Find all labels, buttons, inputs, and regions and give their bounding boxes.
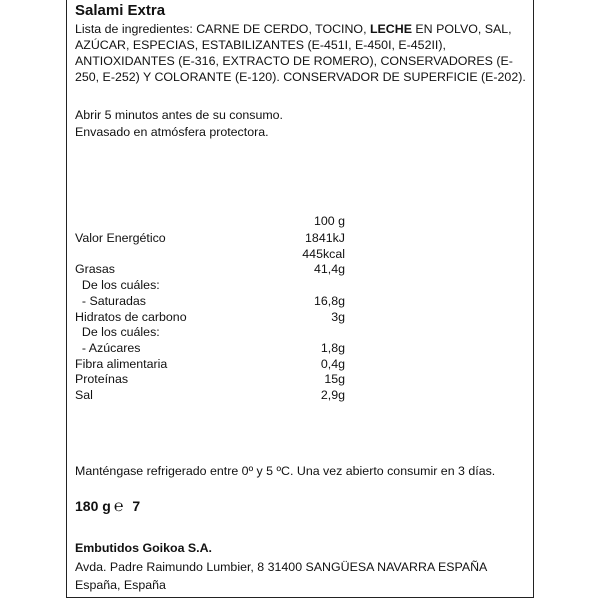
country-of-origin: España, España — [75, 578, 166, 592]
nutrition-row — [67, 310, 535, 326]
nutrition-row — [67, 325, 535, 341]
nutrient-label: Valor Energético — [75, 231, 166, 245]
nutrient-value: 445kcal — [302, 246, 345, 261]
label-panel — [66, 0, 534, 598]
nutrient-label: Sal — [75, 388, 93, 402]
nutrient-label: Grasas — [75, 262, 115, 277]
nutrient-label: De los cuáles: — [75, 325, 160, 340]
opening-instruction: Abrir 5 minutos antes de su consumo. — [75, 108, 283, 122]
nutrient-value: 41,4g — [313, 262, 345, 277]
allergen-highlight: LECHE — [369, 22, 412, 36]
nutrient-value: 1,8g — [320, 340, 345, 355]
nutrition-row — [67, 372, 535, 388]
nutrition-header — [67, 214, 535, 230]
nutrient-value: 0,4g — [320, 356, 345, 371]
packaging-note: Envasado en atmósfera protectora. — [75, 125, 269, 139]
company-name: Embutidos Goikoa S.A. — [75, 541, 212, 555]
company-address: Avda. Padre Raimundo Lumbier, 8 31400 SANGÜESA NAVARRA ESPAÑA — [75, 560, 488, 574]
nutrient-value: 15g — [324, 372, 345, 387]
nutrition-row — [67, 388, 535, 404]
nutrition-row — [67, 294, 535, 310]
ingredients-list — [75, 21, 527, 85]
storage-instruction: Manténgase refrigerado entre 0º y 5 ºC. Una vez abierto consumir en 3 días. — [75, 464, 496, 478]
unit-count: 7 — [132, 498, 141, 514]
weight-amount: 180 g — [75, 498, 111, 514]
nutrition-row — [67, 357, 535, 373]
estimated-sign-icon: ℮ — [113, 496, 124, 515]
nutrient-value: 16,8g — [313, 293, 345, 308]
ingredients-text-end: EN POLVO, SAL, AZÚCAR, ESPECIAS, ESTABILIZANTES (E-451I, E-450I, E-452II), ANTIOXIDANTES (E-316, EXTRACTO DE ROMERO), CONSERVADORES (E-250, E-252) Y COLORANTE (E-120). CONSERVADOR DE SUPERFICIE (E-202). — [75, 22, 526, 84]
nutrition-row — [67, 341, 535, 357]
nutrient-label: - Azúcares — [75, 340, 141, 355]
nutrition-row — [67, 262, 535, 278]
nutrient-label: - Saturadas — [75, 293, 146, 308]
company-address-block — [75, 558, 487, 594]
nutrient-label: Proteínas — [75, 372, 129, 387]
nutrition-row — [67, 231, 535, 247]
net-weight — [75, 496, 140, 516]
nutrition-row — [67, 247, 535, 263]
ingredients-text-start: Lista de ingredientes: CARNE DE CERDO, TOCINO, — [75, 22, 370, 36]
nutrition-row — [67, 278, 535, 294]
nutrient-value: 1841kJ — [305, 231, 345, 245]
product-title: Salami Extra — [75, 2, 166, 19]
nutrition-basis: 100 g — [313, 214, 345, 228]
nutrient-value: 2,9g — [320, 388, 345, 402]
nutrient-label: Hidratos de carbono — [75, 309, 187, 324]
nutrient-value: 3g — [331, 309, 345, 324]
nutrient-label: De los cuáles: — [75, 278, 160, 293]
nutrient-label: Fibra alimentaria — [75, 356, 168, 371]
